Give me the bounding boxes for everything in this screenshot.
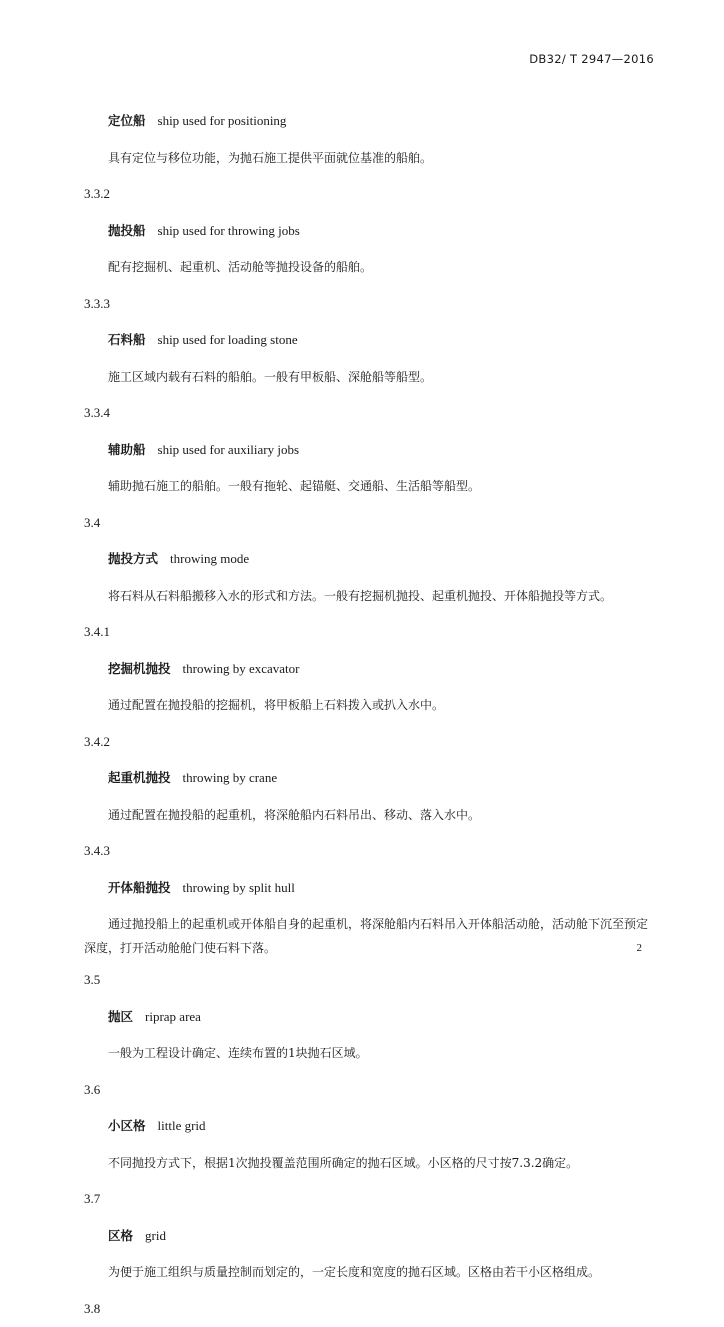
term-english: ship used for loading stone: [158, 332, 298, 347]
term-english: grid: [145, 1228, 166, 1243]
term-entry: [0, 505, 724, 615]
term-chinese: 抛区: [108, 1009, 133, 1024]
term-entry: [0, 1072, 724, 1182]
clause-number: 3.3.2: [84, 176, 724, 213]
term-heading: [108, 432, 724, 469]
clause-number: 3.6: [84, 1072, 724, 1109]
term-chinese: 挖掘机抛投: [108, 661, 171, 676]
term-chinese: 开体船抛投: [108, 880, 171, 895]
clause-number: 3.4.3: [84, 833, 724, 870]
term-english: ship used for auxiliary jobs: [158, 442, 300, 457]
term-entry: [0, 833, 724, 962]
term-heading: [108, 651, 724, 688]
term-heading: [108, 103, 724, 140]
clause-number: 3.8: [84, 1291, 724, 1327]
term-entry: [0, 103, 724, 176]
term-entry: [0, 395, 724, 505]
term-heading: [108, 1108, 724, 1145]
term-entry: [0, 286, 724, 396]
term-definition: 通过配置在抛投船的挖掘机，将甲板船上石料拨入或扒入水中。: [108, 687, 656, 724]
term-entry: [0, 176, 724, 286]
term-definition: 施工区域内载有石料的船舶。一般有甲板船、深舱船等船型。: [108, 359, 656, 396]
term-entry: [0, 1181, 724, 1291]
term-entry: [0, 614, 724, 724]
clause-number: 3.5: [84, 962, 724, 999]
term-english: throwing by split hull: [183, 880, 295, 895]
term-english: ship used for throwing jobs: [158, 223, 300, 238]
clause-number: 3.3.4: [84, 395, 724, 432]
term-definition: 配有挖掘机、起重机、活动舱等抛投设备的船舶。: [108, 249, 656, 286]
term-definition: 辅助抛石施工的船舶。一般有拖轮、起锚艇、交通船、生活船等船型。: [108, 468, 656, 505]
term-definition: 通过抛投船上的起重机或开体船自身的起重机，将深舱船内石料吊入开体船活动舱，活动舱下沉至预定深度，打开活动舱舱门使石料下落。: [84, 906, 656, 962]
term-chinese: 石料船: [108, 332, 146, 347]
term-heading: [108, 322, 724, 359]
clause-number: 3.4.2: [84, 724, 724, 761]
clause-number: 3.4: [84, 505, 724, 542]
page-header-code: DB32/ T 2947—2016: [529, 52, 654, 66]
term-heading: [108, 870, 724, 907]
term-chinese: 定位船: [108, 113, 146, 128]
term-chinese: 起重机抛投: [108, 770, 171, 785]
term-english: throwing mode: [170, 551, 249, 566]
term-heading: [108, 760, 724, 797]
term-english: throwing by crane: [183, 770, 278, 785]
term-chinese: 区格: [108, 1228, 133, 1243]
term-definition: 一般为工程设计确定、连续布置的1块抛石区域。: [108, 1035, 656, 1072]
term-definition: 不同抛投方式下，根据1次抛投覆盖范围所确定的抛石区域。小区格的尺寸按7.3.2确定。: [108, 1145, 656, 1182]
term-heading: [108, 213, 724, 250]
clause-number: 3.3.3: [84, 286, 724, 323]
page-number: 2: [637, 942, 643, 954]
term-entry: [0, 724, 724, 834]
term-definition: 为便于施工组织与质量控制而划定的，一定长度和宽度的抛石区域。区格由若干小区格组成。: [108, 1254, 656, 1291]
term-chinese: 抛投方式: [108, 551, 158, 566]
term-definition: 通过配置在抛投船的起重机，将深舱船内石料吊出、移动、落入水中。: [108, 797, 656, 834]
term-definition: 将石料从石料船搬移入水的形式和方法。一般有挖掘机抛投、起重机抛投、开体船抛投等方式。: [108, 578, 656, 615]
term-heading: [108, 999, 724, 1036]
term-chinese: 小区格: [108, 1118, 146, 1133]
term-chinese: 辅助船: [108, 442, 146, 457]
term-english: throwing by excavator: [183, 661, 300, 676]
term-english: riprap area: [145, 1009, 201, 1024]
clause-number: 3.4.1: [84, 614, 724, 651]
term-chinese: 抛投船: [108, 223, 146, 238]
term-heading: [108, 1218, 724, 1255]
term-english: little grid: [158, 1118, 206, 1133]
document-body: [0, 103, 724, 1327]
term-english: ship used for positioning: [158, 113, 287, 128]
term-entry: [0, 962, 724, 1072]
term-heading: [108, 541, 724, 578]
clause-number: 3.7: [84, 1181, 724, 1218]
term-definition: 具有定位与移位功能，为抛石施工提供平面就位基准的船舶。: [108, 140, 656, 177]
